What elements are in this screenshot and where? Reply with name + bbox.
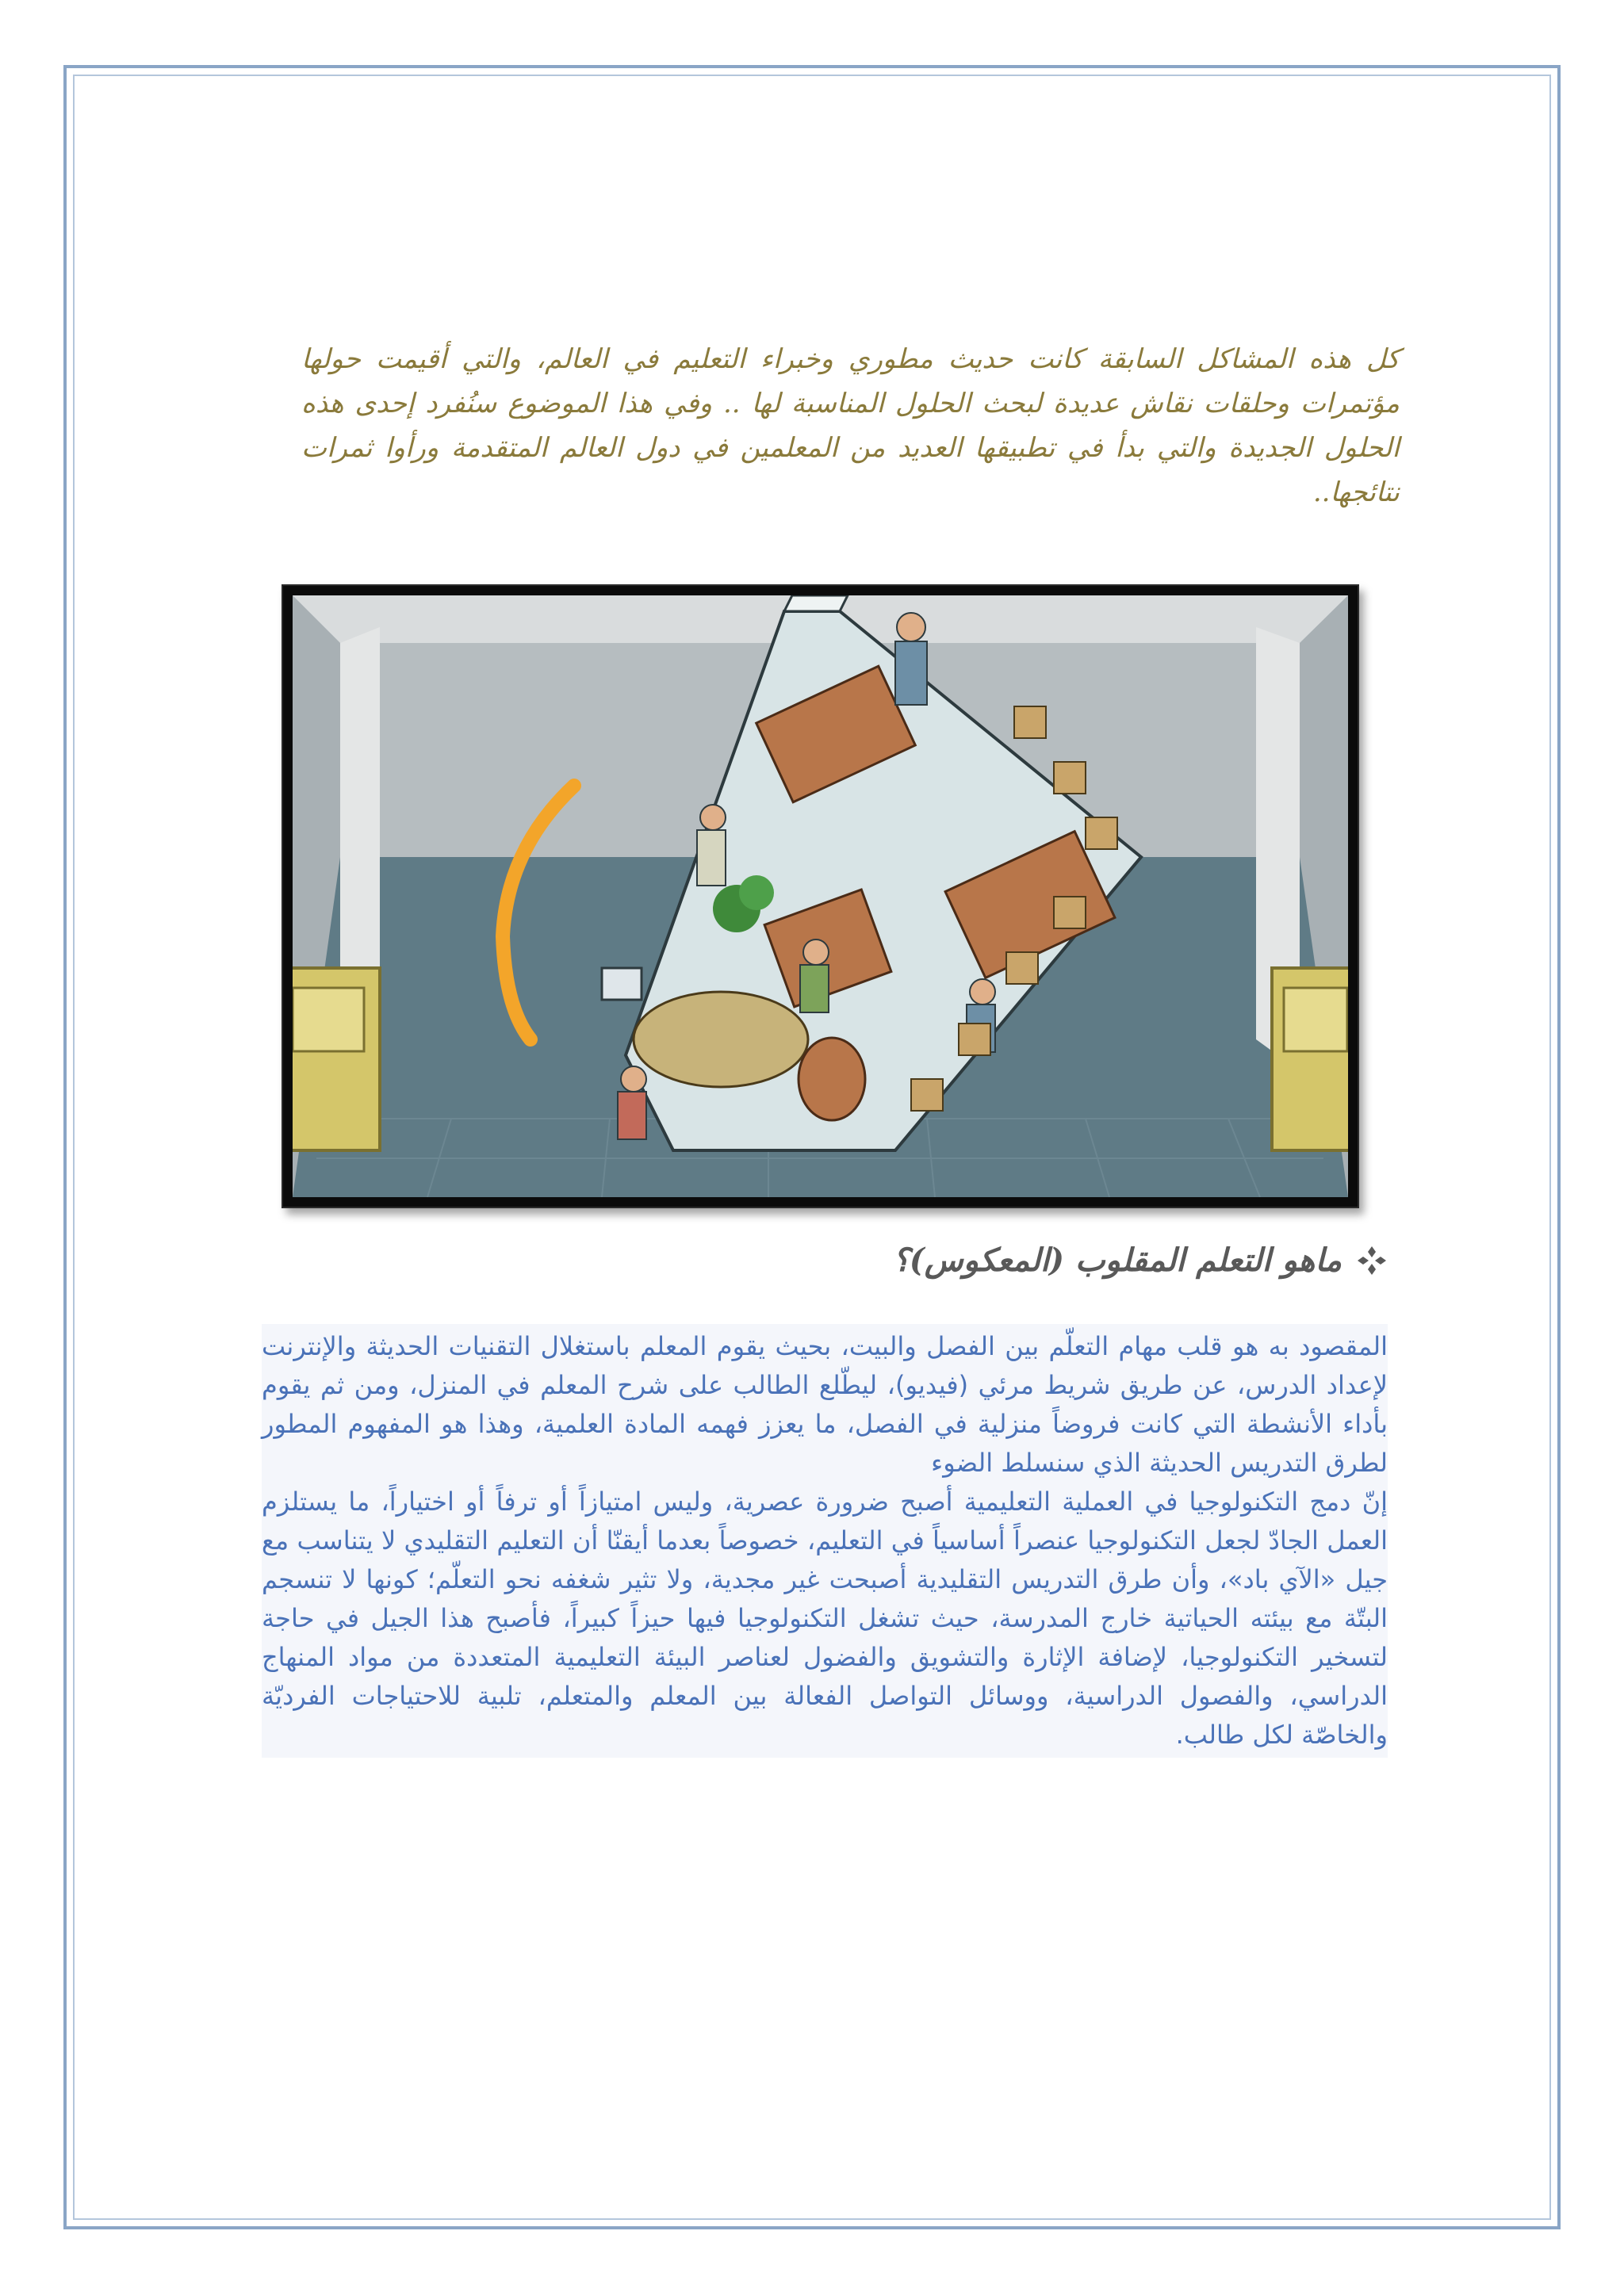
intro-paragraph: كل هذه المشاكل السابقة كانت حديث مطوري وخبراء التعليم في العالم، والتي أقيمت حولها مؤتمرات وحلقات نقاش عديدة لبحث الحلول المناسبة لها .. وفي هذا الموضوع سنُفرد إحدى هذه الحلول الجديدة والتي بدأ في تطبيقها العديد من المعلمين في دول العالم المتقدمة ورأوا ثمرات نتائجها.. [301, 343, 1400, 508]
four-diamond-bullet-icon [1356, 1245, 1388, 1276]
section-heading [714, 1242, 1388, 1279]
flipped-classroom-illustration [282, 584, 1359, 1208]
section-heading-text: ماهو التعلم المقلوب (المعكوس)؟ [892, 1242, 1342, 1279]
body-text-block [262, 1324, 1388, 1758]
classroom-drawing [293, 595, 1348, 1197]
body-paragraph-definition: المقصود به هو قلب مهام التعلّم بين الفصل والبيت، بحيث يقوم المعلم باستغلال التقنيات الحديثة والإنترنت لإعداد الدرس، عن طريق شريط مرئي (فيديو)، ليطّلع الطالب على شرح المعلم في المنزل، ومن ثم يقوم بأداء الأنشطة التي كانت فروضاً منزلية في الفصل، ما يعزز فهمه المادة العلمية، وهذا هو المفهوم المطور لطرق التدريس الحديثة الذي سنسلط الضوء [262, 1331, 1388, 1478]
body-paragraph-technology: إنّ دمج التكنولوجيا في العملية التعليمية أصبح ضرورة عصرية، وليس امتيازاً أو ترفاً أو اختياراً، ما يستلزم العمل الجادّ لجعل التكنولوجيا عنصراً أساسياً في التعليم، خصوصاً بعدما أيقنّا أن التعليم التقليدي لا يتناسب مع جيل «الآي باد»، وأن طرق التدريس التقليدية أصبحت غير مجدية، ولا تثير شغفه نحو التعلّم؛ كونها لا تنسجم البتّة مع بيئته الحياتية خارج المدرسة، حيث تشغل التكنولوجيا فيها حيزاً كبيراً، فأصبح هذا الجيل في حاجة لتسخير التكنولوجيا، لإضافة الإثارة والتشويق والفضول لعناصر البيئة التعليمية المتعددة من مواد المنهاج الدراسي، والفصول الدراسية، ووسائل التواصل الفعالة بين المعلم والمتعلم، تلبية للاحتياجات الفرديّة والخاصّة لكل طالب. [262, 1487, 1388, 1750]
